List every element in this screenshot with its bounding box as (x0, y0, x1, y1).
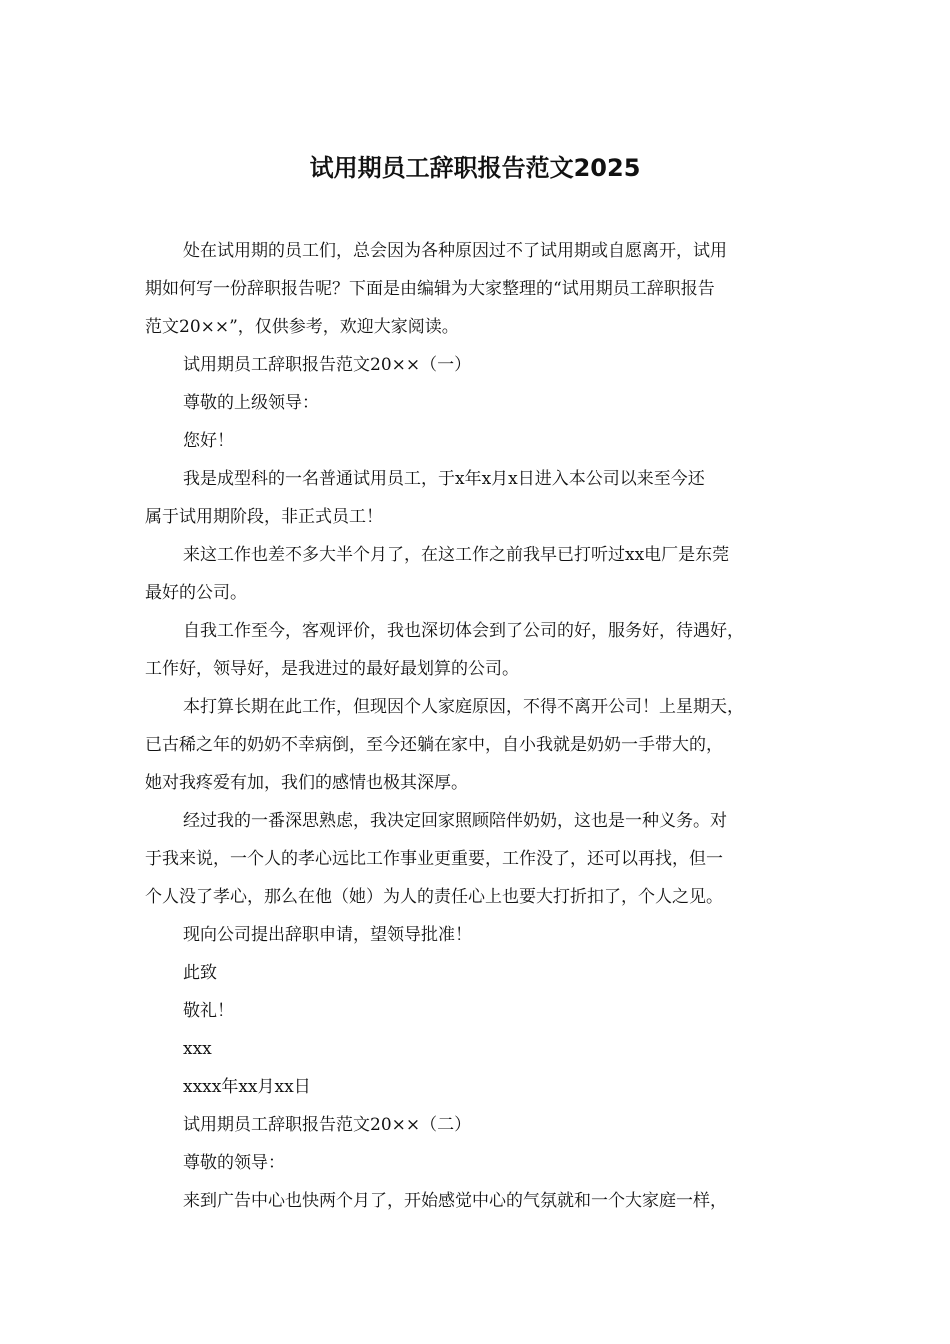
paragraph-line: 最好的公司。 (145, 583, 247, 603)
paragraph-line: 您好！ (183, 431, 234, 451)
paragraph-line: 我是成型科的一名普通试用员工，于x年x月x日进入本公司以来至今还 (183, 469, 705, 489)
document-body (145, 232, 825, 1220)
paragraph-line: 自我工作至今，客观评价，我也深切体会到了公司的好，服务好，待遇好， (183, 621, 744, 641)
paragraph-line: 现向公司提出辞职申请，望领导批准！ (183, 925, 472, 945)
paragraph-line: 试用期员工辞职报告范文20××（二） (183, 1115, 472, 1135)
paragraph-line: 期如何写一份辞职报告呢？下面是由编辑为大家整理的“试用期员工辞职报告 (145, 279, 715, 299)
paragraph (145, 688, 825, 802)
paragraph (145, 536, 825, 612)
paragraph (145, 460, 825, 536)
paragraph (145, 954, 825, 992)
paragraph-line: 经过我的一番深思熟虑，我决定回家照顾陪伴奶奶，这也是一种义务。对 (183, 811, 727, 831)
paragraph-line: 来这工作也差不多大半个月了，在这工作之前我早已打听过xx电厂是东莞 (183, 545, 730, 565)
paragraph (145, 232, 825, 346)
paragraph-line: 此致 (183, 963, 217, 983)
paragraph (145, 1106, 825, 1144)
paragraph (145, 384, 825, 422)
paragraph-line: 尊敬的领导： (183, 1153, 285, 1173)
paragraph-line: 属于试用期阶段，非正式员工！ (145, 507, 383, 527)
paragraph-line: xxxx年xx月xx日 (183, 1077, 311, 1097)
paragraph-line: 来到广告中心也快两个月了，开始感觉中心的气氛就和一个大家庭一样， (183, 1191, 727, 1211)
paragraph-line: 敬礼！ (183, 1001, 234, 1021)
paragraph (145, 346, 825, 384)
document-title: 试用期员工辞职报告范文2025 (309, 154, 641, 182)
paragraph-line: 已古稀之年的奶奶不幸病倒，至今还躺在家中，自小我就是奶奶一手带大的， (145, 735, 723, 755)
paragraph (145, 612, 825, 688)
paragraph-line: xxx (183, 1039, 212, 1059)
paragraph (145, 1068, 825, 1106)
paragraph (145, 1144, 825, 1182)
paragraph-line: 于我来说，一个人的孝心远比工作事业更重要，工作没了，还可以再找，但一 (145, 849, 723, 869)
paragraph (145, 992, 825, 1030)
paragraph-line: 尊敬的上级领导： (183, 393, 319, 413)
paragraph-line: 个人没了孝心，那么在他（她）为人的责任心上也要大打折扣了，个人之见。 (145, 887, 723, 907)
paragraph (145, 1030, 825, 1068)
paragraph (145, 916, 825, 954)
paragraph (145, 422, 825, 460)
paragraph (145, 1182, 825, 1220)
paragraph-line: 她对我疼爱有加，我们的感情也极其深厚。 (145, 773, 468, 793)
paragraph-line: 本打算长期在此工作，但现因个人家庭原因，不得不离开公司！上星期天， (183, 697, 744, 717)
paragraph-line: 工作好，领导好，是我进过的最好最划算的公司。 (145, 659, 519, 679)
paragraph-line: 试用期员工辞职报告范文20××（一） (183, 355, 472, 375)
paragraph-line: 处在试用期的员工们，总会因为各种原因过不了试用期或自愿离开，试用 (183, 241, 727, 261)
paragraph (145, 802, 825, 916)
paragraph-line: 范文20××”，仅供参考，欢迎大家阅读。 (145, 317, 459, 337)
